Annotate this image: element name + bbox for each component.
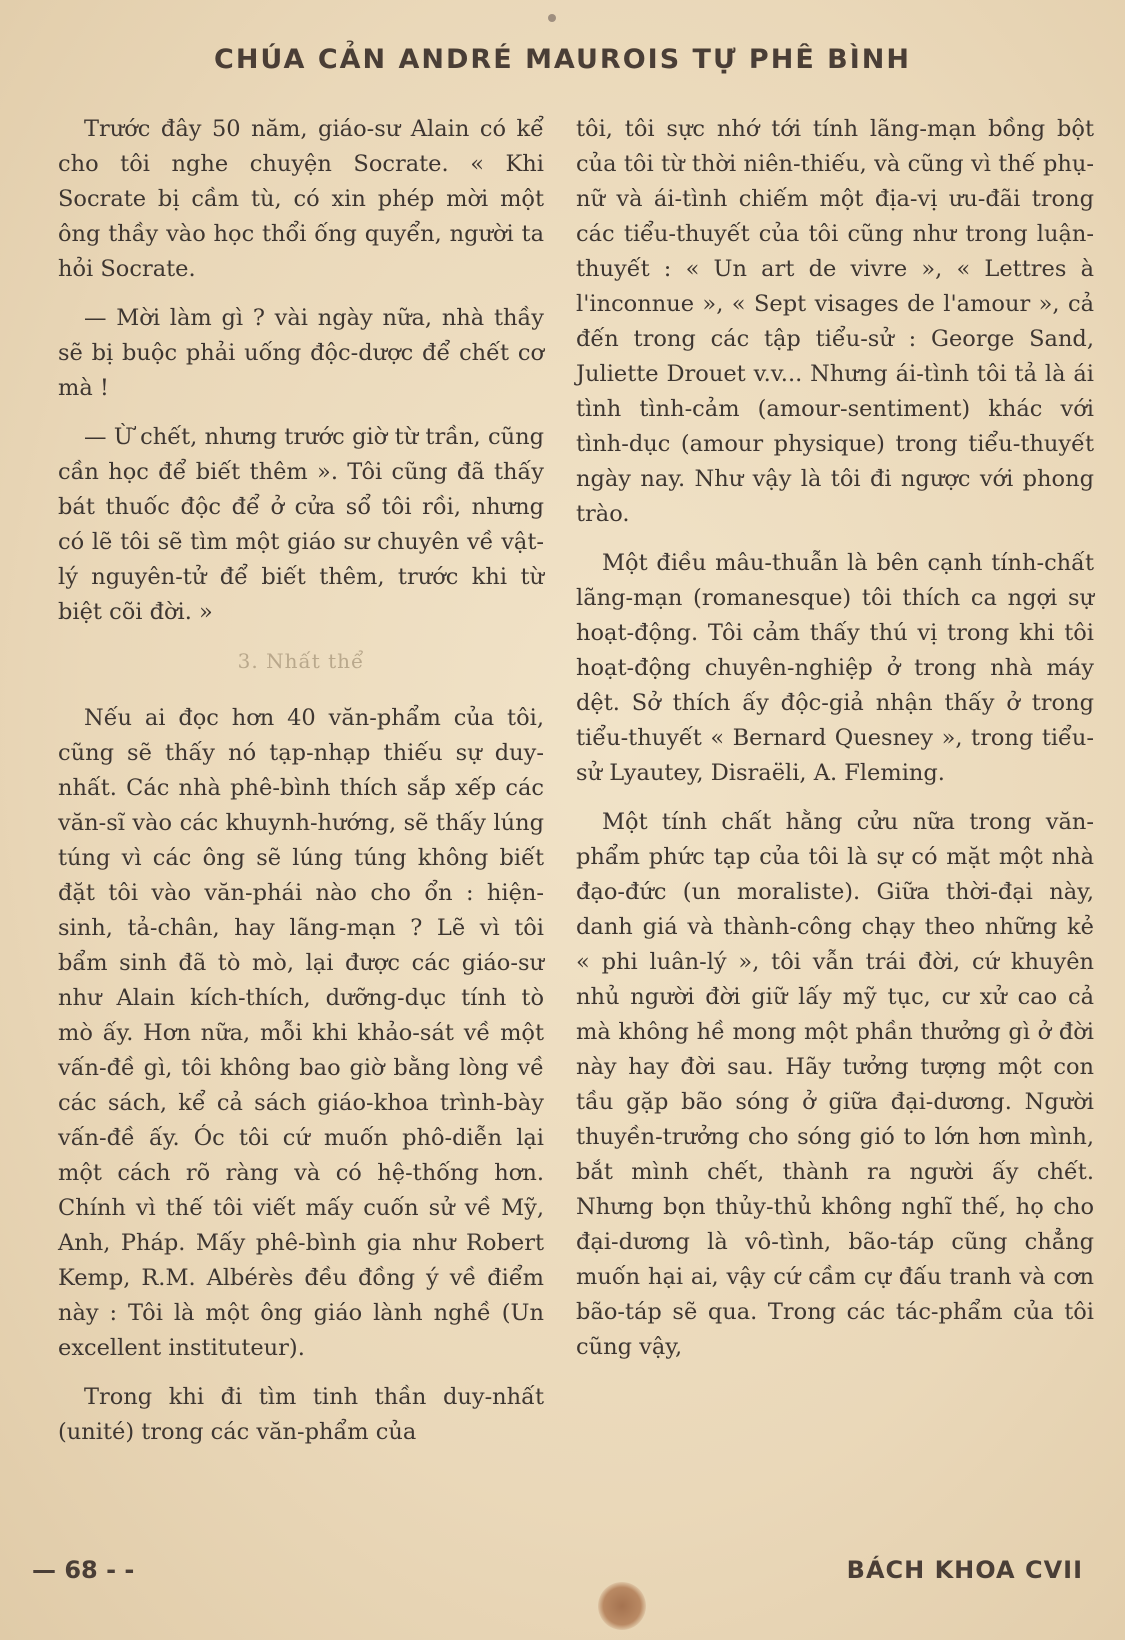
magazine-issue: BÁCH KHOA CVII xyxy=(846,1556,1083,1584)
ink-stain xyxy=(598,1582,646,1630)
paragraph: Trong khi đi tìm tinh thần duy-nhất (unité) trong các văn-phẩm của xyxy=(58,1384,544,1445)
paragraph: — Ừ chết, nhưng trước giờ từ trần, cũng cần học để biết thêm ». Tôi cũng đã thấy bát thuốc độc để ở cửa sổ tôi rồi, nhưng có lẽ tôi sẽ tìm một giáo sư chuyên về vật-lý nguyên-tử để biết thêm, trước khi từ biệt cõi đời. » xyxy=(58,424,544,625)
running-header: CHÚA CẢN ANDRÉ MAUROIS TỰ PHÊ BÌNH xyxy=(214,44,911,75)
paragraph: Nếu ai đọc hơn 40 văn-phẩm của tôi, cũng sẽ thấy nó tạp-nhạp thiếu sự duy-nhất. Các nhà phê-bình thích sắp xếp các văn-sĩ vào các khuynh-hướng, sẽ thấy lúng túng vì các ông sẽ lúng túng không biết đặt tôi vào văn-phái nào cho ổn : hiện-sinh, tả-chân, hay lãng-mạn ? Lẽ vì tôi bẩm sinh đã tò mò, lại được các giáo-sư như Alain kích-thích, dưỡng-dục tính tò mò ấy. Hơn nữa, mỗi khi khảo-sát về một vấn-đề gì, tôi không bao giờ bằng lòng về các sách, kể cả sách giáo-khoa trình-bày vấn-đề ấy. Óc tôi cứ muốn phô-diễn lại một cách rõ ràng và có hệ-thống hơn. Chính vì thế tôi viết mấy cuốn sử về Mỹ, Anh, Pháp. Mấy phê-bình gia như Robert Kemp, R.M. Albérès đều đồng ý về điểm này : Tôi là một ông giáo lành nghề (Un excellent instituteur). xyxy=(58,705,544,1361)
right-column xyxy=(576,112,1094,1379)
paragraph: Một tính chất hằng cửu nữa trong văn-phẩm phức tạp của tôi là sự có mặt một nhà đạo-đức (un moraliste). Giữa thời-đại này, danh giá và thành-công chạy theo những kẻ « phi luân-lý », tôi vẫn trái đời, cứ khuyên nhủ người đời giữ lấy mỹ tục, cư xử cao cả mà không hề mong một phần thưởng gì ở đời này hay đời sau. Hãy tưởng tượng một con tầu gặp bão sóng ở giữa đại-dương. Người thuyền-trưởng cho sóng gió to lớn hơn mình, bắt mình chết, thành ra người ấy chết. Nhưng bọn thủy-thủ không nghĩ thế, họ cho đại-dương là vô-tình, bão-táp cũng chẳng muốn hại ai, vậy cứ cầm cự đấu tranh và cơn bão-táp sẽ qua. Trong các tác-phẩm của tôi cũng vậy, xyxy=(576,809,1094,1360)
left-column xyxy=(58,112,544,1464)
section-heading: 3. Nhất thể xyxy=(237,649,365,673)
ink-dot xyxy=(548,14,556,22)
page-number: — 68 - - xyxy=(32,1556,135,1584)
paragraph: Trước đây 50 năm, giáo-sư Alain có kể cho tôi nghe chuyện Socrate. « Khi Socrate bị cầm tù, có xin phép mời một ông thầy vào học thổi ống quyển, người ta hỏi Socrate. xyxy=(58,116,544,282)
paragraph: tôi, tôi sực nhớ tới tính lãng-mạn bồng bột của tôi từ thời niên-thiếu, và cũng vì thế phụ-nữ và ái-tình chiếm một địa-vị ưu-đãi trong các tiểu-thuyết của tôi cũng như trong luận-thuyết : « Un art de vivre », « Lettres à l'inconnue », « Sept visages de l'amour », cả đến trong các tập tiểu-sử : George Sand, Juliette Drouet v.v... Nhưng ái-tình tôi tả là ái tình tình-cảm (amour-sentiment) khác với tình-dục (amour physique) trong tiểu-thuyết ngày nay. Như vậy là tôi đi ngược với phong trào. xyxy=(576,116,1094,527)
paragraph: Một điều mâu-thuẫn là bên cạnh tính-chất lãng-mạn (romanesque) tôi thích ca ngợi sự hoạt-động. Tôi cảm thấy thú vị trong khi tôi hoạt-động chuyên-nghiệp ở trong nhà máy dệt. Sở thích ấy độc-giả nhận thấy ở trong tiểu-thuyết « Bernard Quesney », trong tiểu-sử Lyautey, Disraëli, A. Fleming. xyxy=(576,550,1094,786)
paragraph: — Mời làm gì ? vài ngày nữa, nhà thầy sẽ bị buộc phải uống độc-dược để chết cơ mà ! xyxy=(58,305,544,401)
